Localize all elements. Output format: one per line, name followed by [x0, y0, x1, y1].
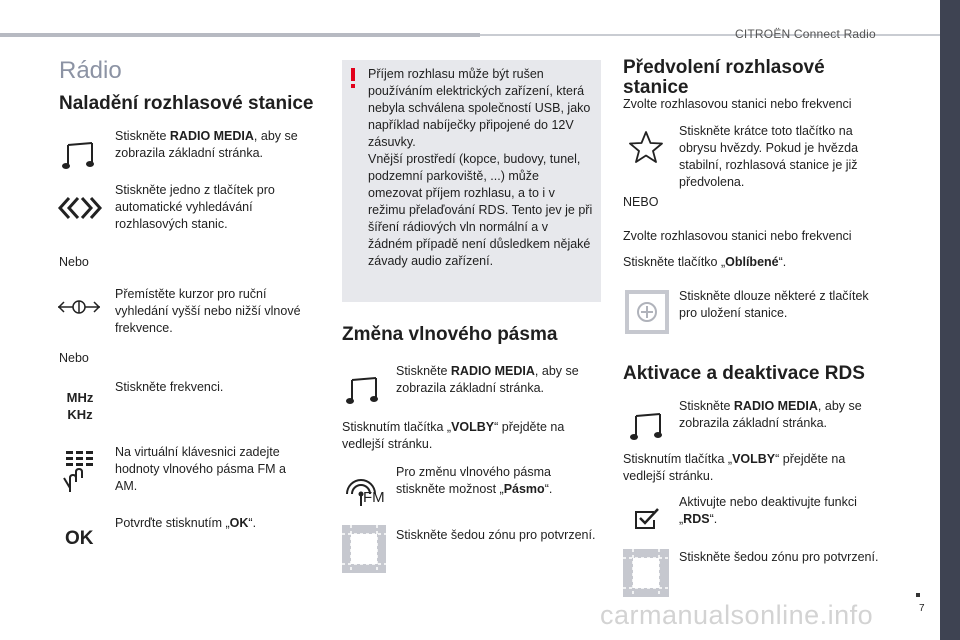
- rds-step-radio-media: Stiskněte RADIO MEDIA, aby se zobrazila základní stránka.: [679, 399, 862, 430]
- fm-label: FM: [363, 489, 385, 506]
- add-preset-icon: [625, 290, 669, 334]
- rds-step-confirm: Stiskněte šedou zónu pro potvrzení.: [679, 550, 879, 564]
- mhz-khz-icon: MHz KHz: [66, 390, 94, 422]
- music-note-icon: [630, 412, 664, 442]
- presets-step-favorites: Stiskněte tlačítko „Oblíbené“.: [623, 255, 787, 269]
- fm-band-icon: [343, 474, 387, 508]
- section-title-band: Změna vlnového pásma: [342, 324, 558, 345]
- manual-tune-cursor-icon: [56, 296, 102, 318]
- grey-zone-icon: [623, 549, 669, 597]
- page-edge-bar: [940, 0, 960, 640]
- star-outline-icon: [628, 130, 664, 164]
- section-title-tuning: Naladění rozhlasové stanice: [59, 93, 314, 114]
- presets-intro-2: Zvolte rozhlasovou stanici nebo frekvenci: [623, 229, 852, 243]
- band-step-options: Stisknutím tlačítka „VOLBY“ přejděte na vedlejší stránku.: [342, 420, 565, 451]
- section-title-rds: Aktivace a deaktivace RDS: [623, 363, 865, 384]
- section-title-presets: Předvolení rozhlasové stanice: [623, 57, 825, 98]
- music-note-icon: [346, 376, 380, 406]
- tuning-step-radio-media: Stiskněte RADIO MEDIA, aby se zobrazila základní stránka.: [115, 129, 298, 160]
- ok-icon: OK: [65, 528, 94, 549]
- watermark: carmanualsonline.info: [600, 600, 874, 630]
- presets-step-save: Stiskněte dlouze některé z tlačítek pro uložení stanice.: [679, 289, 869, 320]
- tuning-step-auto-search: Stiskněte jedno z tlačítek pro automatické vyhledávání rozhlasových stanic.: [115, 183, 275, 231]
- warning-note-text: Příjem rozhlasu může být rušen používáním elektrických zařízení, která nebyla schválena společností USB, jako například nabíječky připojené do 12V zásuvky. Vnější prostředí (kopce, budovy, tunel, podzemní parkoviště, ...) může omezovat příjem rozhlasu, a to i v režimu přelaďování RDS. Tento jev je při šíření rádiových vln normální a v žádném případě není důsledkem nějaké závady audio zařízení.: [368, 67, 593, 268]
- music-note-icon: [62, 141, 96, 171]
- nebo-label-1: Nebo: [59, 255, 89, 269]
- tuning-step-manual: Přemístěte kurzor pro ruční vyhledání vyšší nebo nižší vlnové frekvence.: [115, 287, 301, 335]
- nebo-label-2: Nebo: [59, 351, 89, 365]
- warning-exclamation-icon: [351, 68, 355, 93]
- header-brand: CITROËN Connect Radio: [735, 27, 876, 41]
- page-number: 7: [919, 603, 925, 614]
- nebo-label-3: NEBO: [623, 195, 659, 209]
- header-rule: [0, 33, 480, 37]
- warning-note: [342, 60, 601, 302]
- rds-step-options: Stisknutím tlačítka „VOLBY“ přejděte na vedlejší stránku.: [623, 452, 846, 483]
- tuning-step-frequency: Stiskněte frekvenci.: [115, 380, 224, 394]
- tuning-step-keypad: Na virtuální klávesnici zadejte hodnoty vlnového pásma FM a AM.: [115, 445, 286, 493]
- grey-zone-icon: [342, 525, 386, 573]
- band-step-confirm: Stiskněte šedou zónu pro potvrzení.: [396, 528, 596, 542]
- continuation-marker: [916, 593, 920, 597]
- chapter-title: Rádio: [59, 57, 122, 84]
- band-step-select: Pro změnu vlnového pásma stiskněte možnost „Pásmo“.: [396, 465, 553, 496]
- keypad-hand-icon: [60, 448, 100, 494]
- presets-intro-1: Zvolte rozhlasovou stanici nebo frekvenci: [623, 97, 852, 111]
- seek-arrows-icon: [57, 196, 103, 220]
- tuning-step-ok: Potvrďte stisknutím „OK“.: [115, 516, 257, 530]
- presets-step-star: Stiskněte krátce toto tlačítko na obrysu hvězdy. Pokud je hvězda stabilní, rozhlasová stanice je již předvolena.: [679, 124, 859, 189]
- checkbox-icon: [634, 506, 662, 530]
- band-step-radio-media: Stiskněte RADIO MEDIA, aby se zobrazila základní stránka.: [396, 364, 579, 395]
- rds-step-toggle: Aktivujte nebo deaktivujte funkci „RDS“.: [679, 495, 857, 526]
